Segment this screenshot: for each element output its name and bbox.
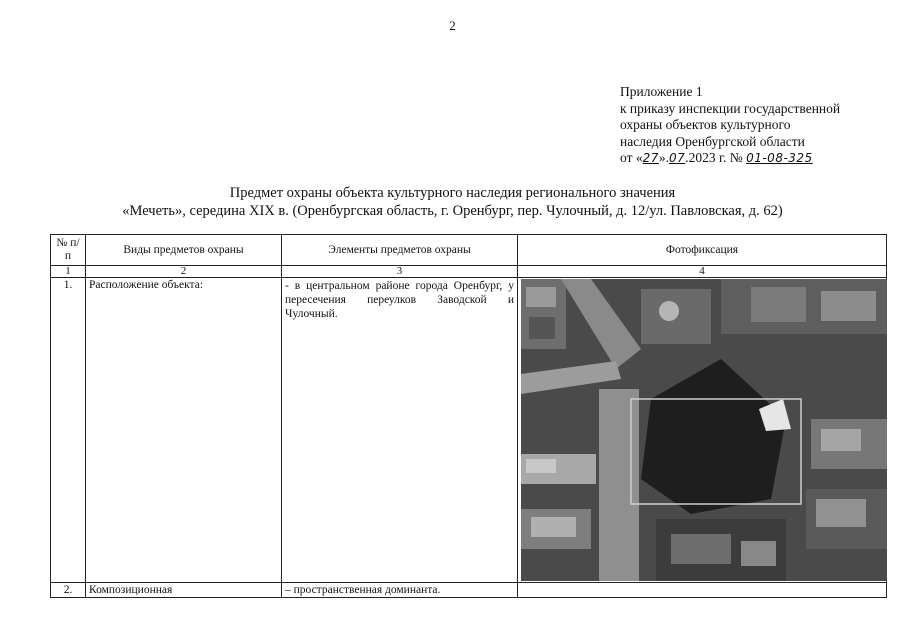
- row-type: Расположение объекта:: [86, 278, 282, 583]
- title-line-2: «Мечеть», середина XIX в. (Оренбургская область, г. Оренбург, пер. Чулочный, д. 12/ул. Павловская, д. 62): [122, 203, 783, 219]
- date-mid: ».: [658, 150, 670, 165]
- date-day: 27: [642, 151, 659, 165]
- col-number: 1: [51, 266, 86, 278]
- appendix-date-line: [620, 150, 840, 167]
- table-header-row: [51, 235, 887, 266]
- appendix-line-2: к приказу инспекции государственной: [620, 100, 841, 116]
- header-num: № п/п: [51, 235, 86, 266]
- row-num: 2.: [51, 583, 86, 598]
- header-elements: Элементы предметов охраны: [282, 235, 518, 266]
- col-number: 2: [86, 266, 282, 278]
- table-row: [51, 278, 887, 583]
- page-number: 2: [449, 18, 456, 33]
- aerial-photo-image: [521, 279, 887, 581]
- appendix-line-1: Приложение 1: [620, 84, 703, 99]
- date-prefix: от «: [620, 150, 643, 165]
- row-elements: - в центральном районе города Оренбург, у пересечения переулков Заводской и Чулочный.: [282, 278, 518, 583]
- header-photo: Фотофиксация: [518, 235, 887, 266]
- order-number: 01-08-325: [746, 151, 813, 165]
- col-number: 3: [282, 266, 518, 278]
- column-number-row: [51, 266, 887, 278]
- date-year: .2023 г. №: [685, 150, 743, 165]
- protection-table: [50, 234, 887, 598]
- document-title: [0, 184, 905, 220]
- row-num: 1.: [51, 278, 86, 583]
- header-type: Виды предметов охраны: [86, 235, 282, 266]
- aerial-photo: [521, 279, 887, 581]
- appendix-line-3: охраны объектов культурного: [620, 117, 791, 132]
- appendix-line-4: наследия Оренбургской области: [620, 133, 805, 149]
- photo-cell: [518, 278, 887, 583]
- appendix-block: [620, 84, 840, 167]
- table-row: [51, 583, 887, 598]
- row-photo-empty: [518, 583, 887, 598]
- title-line-1: Предмет охраны объекта культурного наследия регионального значения: [229, 185, 676, 201]
- col-number: 4: [518, 266, 887, 278]
- row-elements: – пространственная доминанта.: [282, 583, 518, 598]
- date-month: 07: [669, 151, 686, 165]
- row-type: Композиционная: [86, 583, 282, 598]
